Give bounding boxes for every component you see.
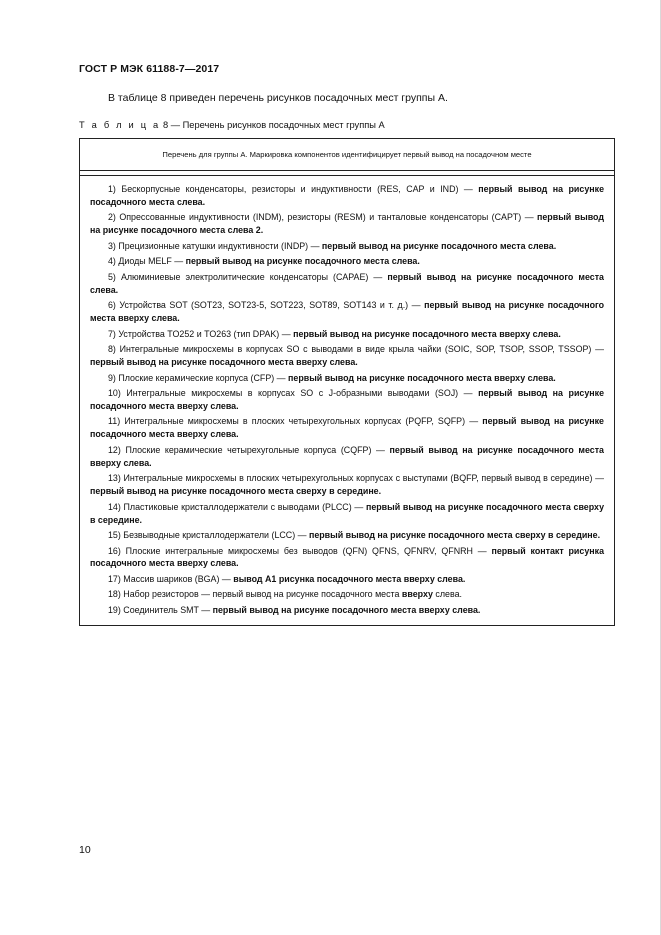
table-row: 10) Интегральные микросхемы в корпусах SO с J-образными выводами (SOJ) — первый вывод на рисунке посадочного места вверху слева. bbox=[90, 388, 605, 411]
table-row: 19) Соединитель SMT — первый вывод на рисунке посадочного места вверху слева. bbox=[108, 604, 481, 615]
table-row: 7) Устройства TO252 и TO263 (тип DPAK) — первый вывод на рисунке посадочного места вверху слева. bbox=[108, 328, 561, 339]
table-body bbox=[80, 175, 614, 617]
table-row: 12) Плоские керамические четырехугольные корпуса (CQFP) — первый вывод на рисунке посадочного места вверху слева. bbox=[90, 444, 604, 468]
table-row: 15) Безвыводные кристаллодержатели (LCC) — первый вывод на рисунке посадочного места сверху в середине. bbox=[108, 530, 601, 541]
table-row: 2) Опрессованные индуктивности (INDM), резисторы (RESM) и танталовые конденсаторы (CAPT) — первый вывод на рисунке посадочного места слева 2. bbox=[90, 212, 604, 236]
footprint-table bbox=[79, 138, 615, 626]
page-number: 10 bbox=[79, 844, 91, 856]
table-row: 11) Интегральные микросхемы в плоских четырехугольных корпусах (PQFP, SQFP) — первый вывод на рисунке посадочного места вверху слева. bbox=[90, 416, 604, 440]
table-row: 9) Плоские керамические корпуса (CFP) — первый вывод на рисунке посадочного места вверху слева. bbox=[108, 372, 556, 383]
table-row: 16) Плоские интегральные микросхемы без выводов (QFN) QFNS, QFNRV, QFNRH — первый контакт рисунка посадочного места вверху слева. bbox=[90, 545, 604, 569]
table-row: 13) Интегральные микросхемы в плоских четырехугольных корпусах с выступами (BQFP, первый вывод в середине) — первый вывод на рисунке посадочного места сверху в середине. bbox=[90, 473, 604, 497]
table-row: 18) Набор резисторов — первый вывод на рисунке посадочного места вверху слева. bbox=[108, 589, 462, 600]
table-row: 5) Алюминиевые электролитические конденсаторы (CAPAE) — первый вывод на рисунке посадочного места слева. bbox=[90, 271, 604, 295]
table-caption bbox=[79, 120, 385, 130]
table-caption-label: Т а б л и ц а bbox=[79, 120, 161, 130]
table-row: 1) Бескорпусные конденсаторы, резисторы и индуктивности (RES, CAP и IND) — первый вывод на рисунке посадочного места слева. bbox=[90, 184, 605, 207]
table-row: 3) Прецизионные катушки индуктивности (INDP) — первый вывод на рисунке посадочного места слева. bbox=[108, 240, 557, 251]
table-row: 8) Интегральные микросхемы в корпусах SO с выводами в виде крыла чайки (SOIC, SOP, TSOP, SSOP, TSSOP) — первый вывод на рисунке посадочного места вверху слева. bbox=[90, 344, 604, 368]
intro-paragraph: В таблице 8 приведен перечень рисунков посадочных мест группы А. bbox=[108, 92, 448, 104]
table-row: 6) Устройства SOT (SOT23, SOT23-5, SOT223, SOT89, SOT143 и т. д.) — первый вывод на рисунке посадочного места вверху слева. bbox=[90, 300, 604, 324]
table-header: Перечень для группы А. Маркировка компонентов идентифицирует первый вывод на посадочном месте bbox=[80, 139, 614, 171]
table-row: 14) Пластиковые кристаллодержатели с выводами (PLCC) — первый вывод на рисунке посадочного места сверху в середине. bbox=[90, 501, 605, 525]
table-row: 17) Массив шариков (BGA) — вывод A1 рисунка посадочного места вверху слева. bbox=[108, 573, 466, 584]
standard-title: ГОСТ Р МЭК 61188-7—2017 bbox=[79, 63, 220, 75]
table-caption-text: 8 — Перечень рисунков посадочных мест группы А bbox=[160, 120, 385, 130]
table-row: 4) Диоды MELF — первый вывод на рисунке посадочного места слева. bbox=[108, 256, 420, 267]
